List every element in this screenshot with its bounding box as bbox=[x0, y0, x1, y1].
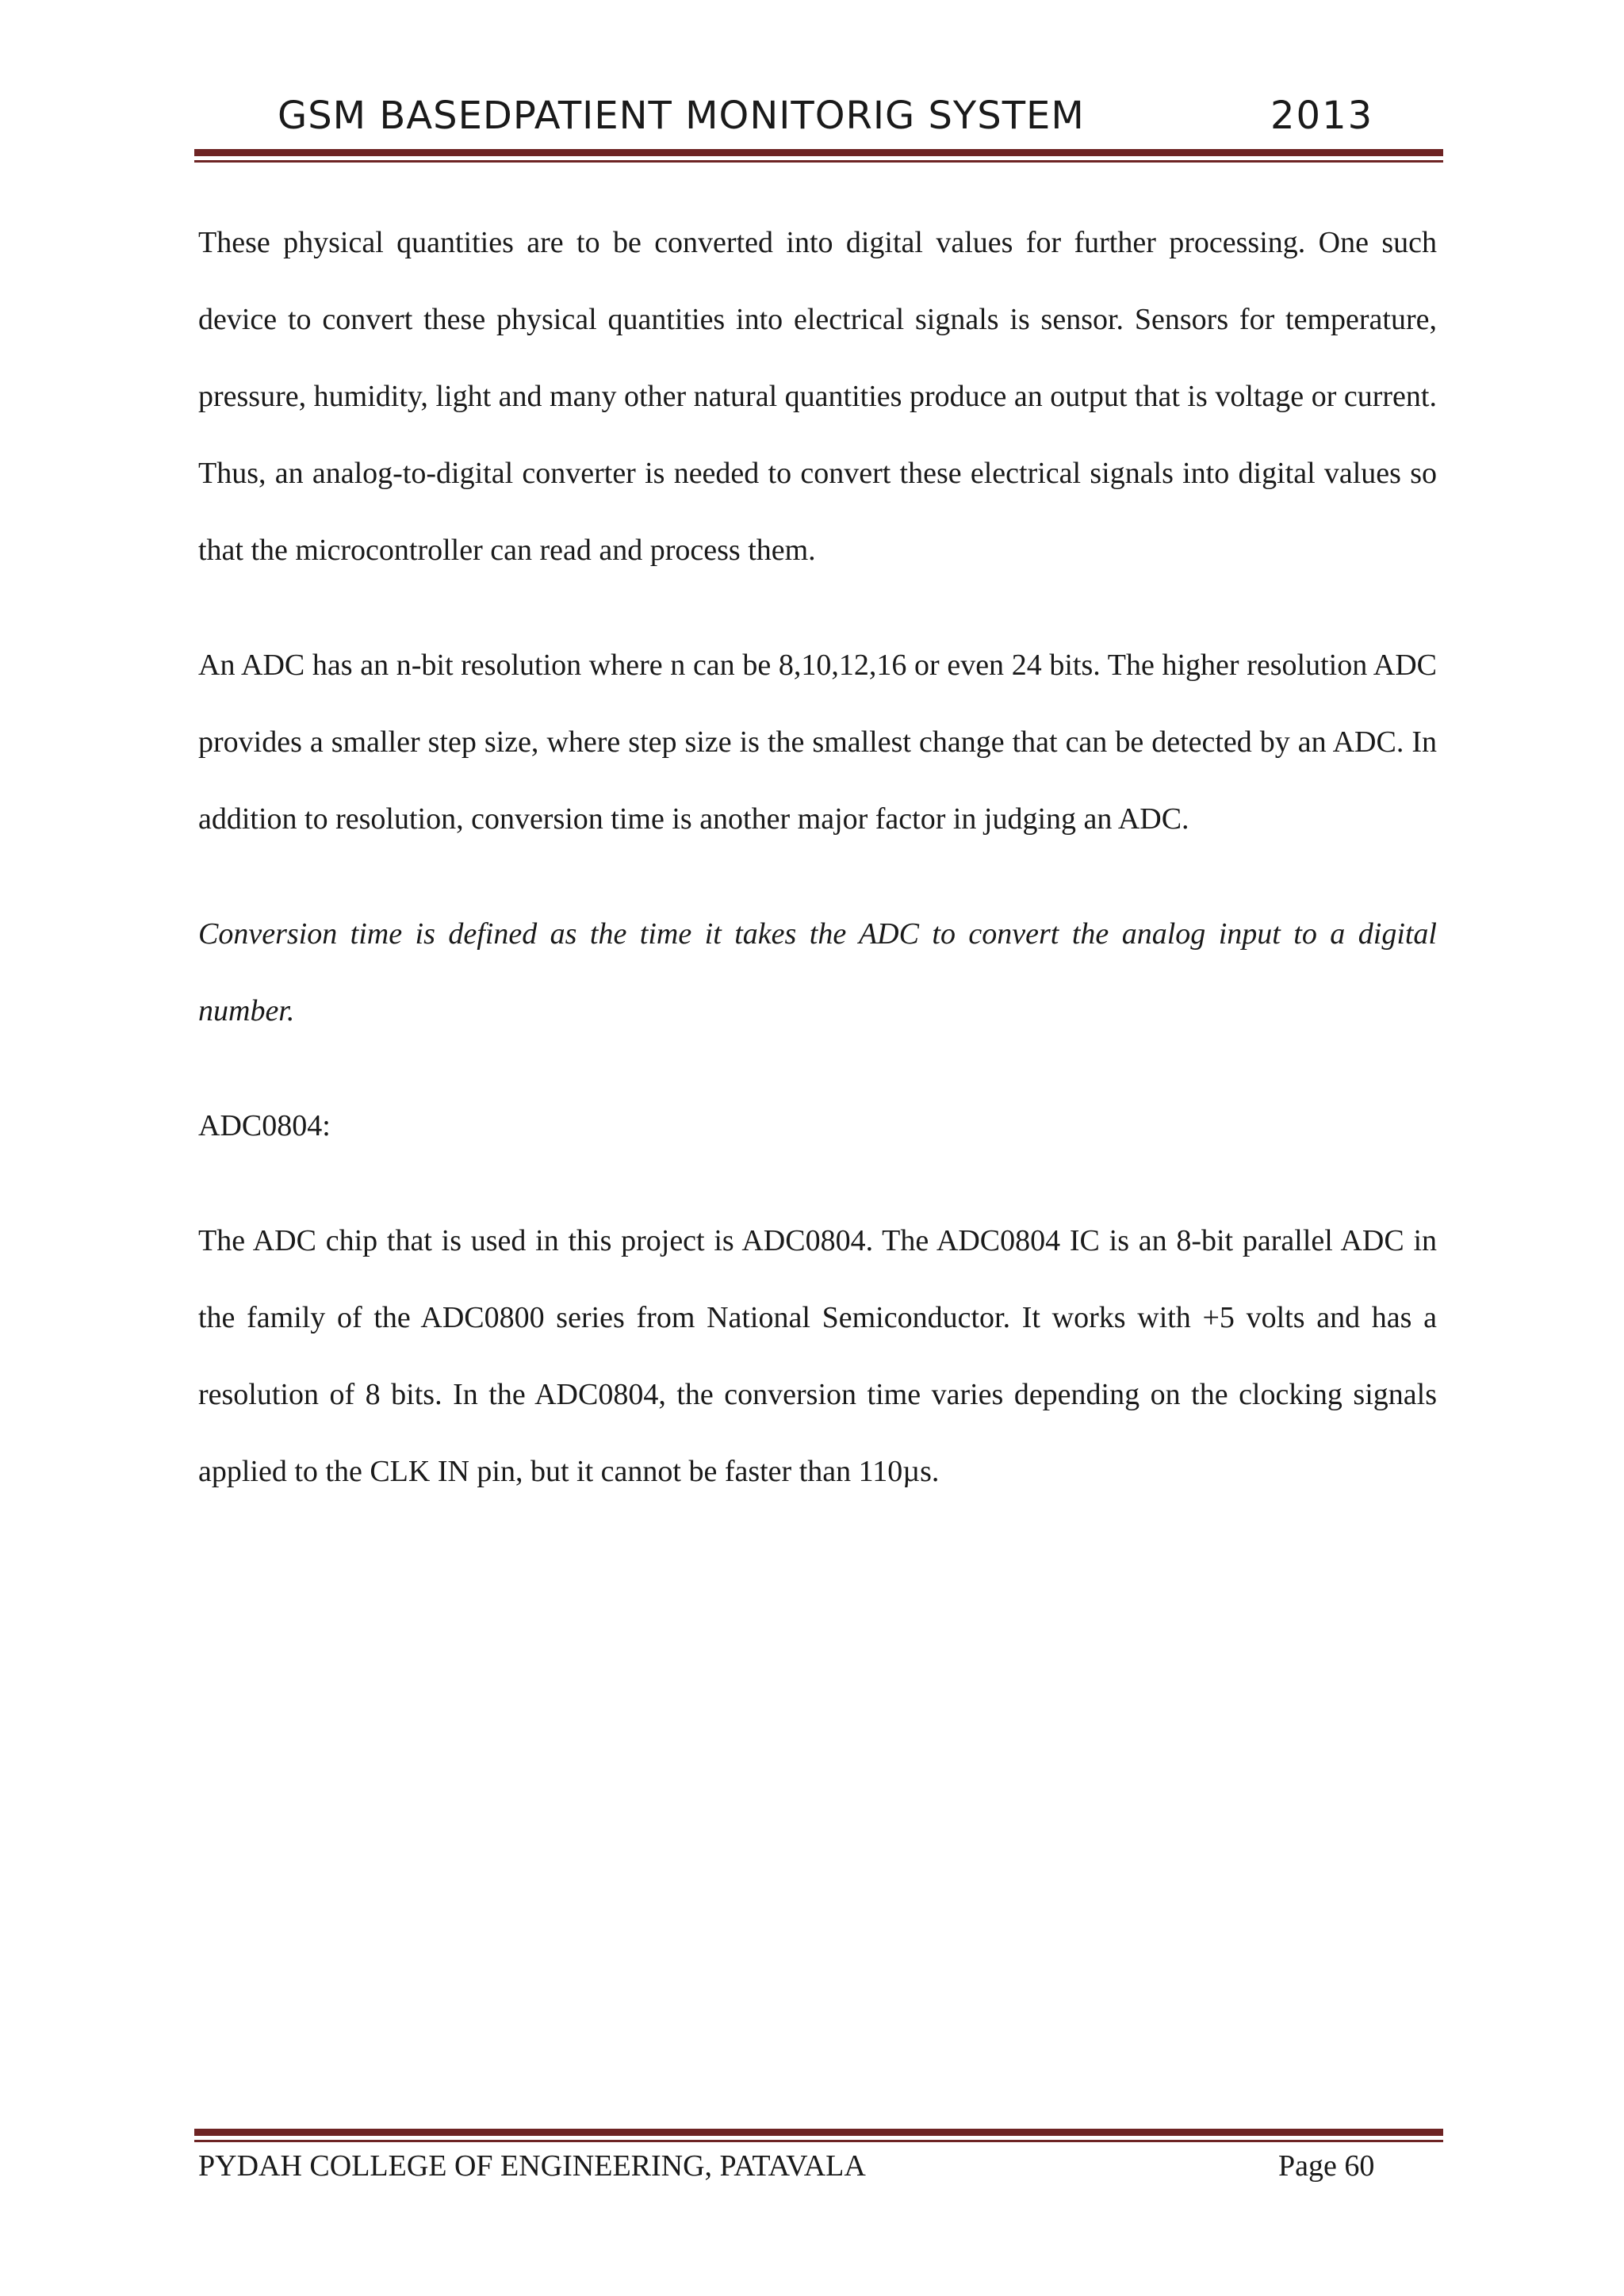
paragraph-sensors: These physical quantities are to be converted into digital values for further processing. One such device to convert these physical quantities into electrical signals is sensor. Sensors for temperature, pressure, humidity, light and many other natural quantities produce an output that is voltage or current. Thus, an analog-to-digital converter is needed to convert these electrical signals into digital values so that the microcontroller can read and process them. bbox=[198, 226, 1437, 567]
paragraph-adc0804: The ADC chip that is used in this project is ADC0804. The ADC0804 IC is an 8-bit parallel ADC in the family of the ADC0800 series from National Semiconductor. It works with +5 volts and has a resolution of 8 bits. In the ADC0804, the conversion time varies depending on the clocking signals applied to the CLK IN pin, but it cannot be faster than 110µs. bbox=[198, 1224, 1437, 1488]
page-body bbox=[198, 205, 1437, 1548]
footer-rule-thick bbox=[194, 2129, 1443, 2136]
header-year: 2013 bbox=[1270, 94, 1374, 138]
footer-institution: PYDAH COLLEGE OF ENGINEERING, PATAVALA bbox=[198, 2149, 866, 2183]
paragraph-resolution: An ADC has an n-bit resolution where n can be 8,10,12,16 or even 24 bits. The higher resolution ADC provides a smaller step size, where step size is the smallest change that can be detected by an ADC. In addition to resolution, conversion time is another major factor in judging an ADC. bbox=[198, 649, 1437, 836]
header-rule-thick bbox=[194, 149, 1443, 156]
paragraph-conversion-time-definition: Conversion time is defined as the time it takes the ADC to convert the analog input to a digital number. bbox=[198, 917, 1437, 1027]
page-number: Page 60 bbox=[1278, 2149, 1375, 2183]
header-title: GSM BASEDPATIENT MONITORIG SYSTEM bbox=[278, 94, 1085, 138]
footer-rule-thin bbox=[194, 2140, 1443, 2142]
header-rule-thin bbox=[194, 160, 1443, 163]
section-heading-adc0804: ADC0804: bbox=[198, 1109, 331, 1142]
